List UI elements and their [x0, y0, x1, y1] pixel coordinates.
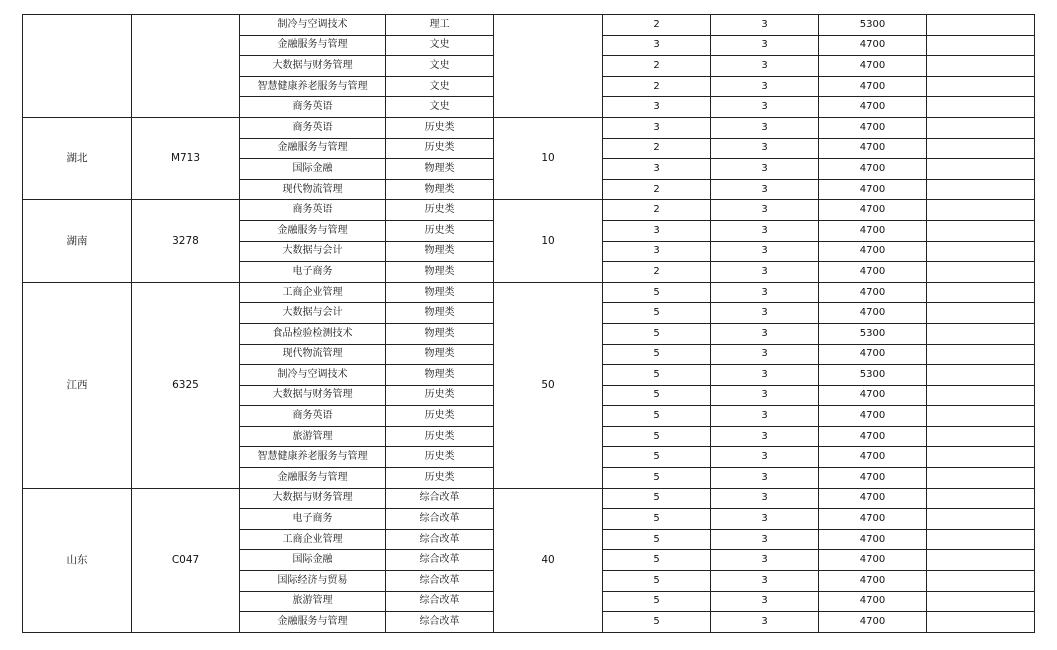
major-cell: 旅游管理 [240, 591, 386, 612]
tuition-cell: 4700 [819, 117, 927, 138]
category-cell: 历史类 [386, 117, 494, 138]
study-years-cell: 3 [711, 344, 819, 365]
study-years-cell: 3 [711, 262, 819, 283]
plan-count-cell: 2 [603, 138, 711, 159]
note-cell [927, 117, 1035, 138]
major-cell: 智慧健康养老服务与管理 [240, 76, 386, 97]
code-cell: M713 [132, 117, 240, 199]
quota-cell: 40 [494, 488, 603, 632]
tuition-cell: 4700 [819, 76, 927, 97]
tuition-cell: 4700 [819, 159, 927, 180]
category-cell: 综合改革 [386, 591, 494, 612]
plan-count-cell: 3 [603, 241, 711, 262]
major-cell: 大数据与财务管理 [240, 385, 386, 406]
major-cell: 大数据与会计 [240, 303, 386, 324]
note-cell [927, 220, 1035, 241]
major-cell: 商务英语 [240, 406, 386, 427]
plan-count-cell: 5 [603, 550, 711, 571]
study-years-cell: 3 [711, 406, 819, 427]
plan-count-cell: 5 [603, 447, 711, 468]
note-cell [927, 76, 1035, 97]
plan-count-cell: 2 [603, 262, 711, 283]
major-cell: 商务英语 [240, 117, 386, 138]
note-cell [927, 323, 1035, 344]
note-cell [927, 509, 1035, 530]
note-cell [927, 488, 1035, 509]
tuition-cell: 4700 [819, 406, 927, 427]
category-cell: 物理类 [386, 344, 494, 365]
tuition-cell: 4700 [819, 200, 927, 221]
tuition-cell: 4700 [819, 571, 927, 592]
category-cell: 综合改革 [386, 488, 494, 509]
major-cell: 现代物流管理 [240, 179, 386, 200]
province-cell: 江西 [23, 282, 132, 488]
quota-cell: 10 [494, 200, 603, 282]
study-years-cell: 3 [711, 56, 819, 77]
major-cell: 工商企业管理 [240, 529, 386, 550]
category-cell: 文史 [386, 35, 494, 56]
study-years-cell: 3 [711, 220, 819, 241]
plan-count-cell: 2 [603, 15, 711, 36]
category-cell: 综合改革 [386, 509, 494, 530]
quota-cell: 10 [494, 117, 603, 199]
category-cell: 历史类 [386, 220, 494, 241]
code-cell: C047 [132, 488, 240, 632]
category-cell: 物理类 [386, 365, 494, 386]
note-cell [927, 97, 1035, 118]
plan-count-cell: 5 [603, 468, 711, 489]
major-cell: 金融服务与管理 [240, 138, 386, 159]
plan-count-cell: 5 [603, 509, 711, 530]
major-cell: 国际经济与贸易 [240, 571, 386, 592]
study-years-cell: 3 [711, 97, 819, 118]
plan-count-cell: 5 [603, 612, 711, 633]
study-years-cell: 3 [711, 488, 819, 509]
study-years-cell: 3 [711, 385, 819, 406]
major-cell: 制冷与空调技术 [240, 365, 386, 386]
tuition-cell: 4700 [819, 550, 927, 571]
category-cell: 物理类 [386, 241, 494, 262]
category-cell: 物理类 [386, 303, 494, 324]
note-cell [927, 303, 1035, 324]
note-cell [927, 35, 1035, 56]
study-years-cell: 3 [711, 550, 819, 571]
major-cell: 商务英语 [240, 200, 386, 221]
major-cell: 大数据与会计 [240, 241, 386, 262]
category-cell: 物理类 [386, 179, 494, 200]
plan-count-cell: 5 [603, 426, 711, 447]
plan-count-cell: 5 [603, 571, 711, 592]
major-cell: 旅游管理 [240, 426, 386, 447]
tuition-cell: 4700 [819, 509, 927, 530]
study-years-cell: 3 [711, 241, 819, 262]
study-years-cell: 3 [711, 468, 819, 489]
quota-cell: 50 [494, 282, 603, 488]
province-cell: 湖北 [23, 117, 132, 199]
tuition-cell: 4700 [819, 612, 927, 633]
category-cell: 文史 [386, 97, 494, 118]
province-cell [23, 15, 132, 118]
major-cell: 智慧健康养老服务与管理 [240, 447, 386, 468]
plan-count-cell: 5 [603, 529, 711, 550]
major-cell: 国际金融 [240, 550, 386, 571]
tuition-cell: 4700 [819, 468, 927, 489]
plan-count-cell: 3 [603, 220, 711, 241]
note-cell [927, 447, 1035, 468]
category-cell: 历史类 [386, 138, 494, 159]
major-cell: 现代物流管理 [240, 344, 386, 365]
study-years-cell: 3 [711, 529, 819, 550]
major-cell: 金融服务与管理 [240, 220, 386, 241]
tuition-cell: 5300 [819, 15, 927, 36]
enrollment-plan-table [22, 14, 1035, 633]
plan-count-cell: 5 [603, 488, 711, 509]
category-cell: 历史类 [386, 200, 494, 221]
province-cell: 湖南 [23, 200, 132, 282]
category-cell: 历史类 [386, 385, 494, 406]
tuition-cell: 4700 [819, 303, 927, 324]
note-cell [927, 262, 1035, 283]
category-cell: 文史 [386, 56, 494, 77]
category-cell: 历史类 [386, 468, 494, 489]
study-years-cell: 3 [711, 200, 819, 221]
major-cell: 大数据与财务管理 [240, 488, 386, 509]
study-years-cell: 3 [711, 426, 819, 447]
note-cell [927, 200, 1035, 221]
category-cell: 物理类 [386, 282, 494, 303]
note-cell [927, 571, 1035, 592]
major-cell: 工商企业管理 [240, 282, 386, 303]
tuition-cell: 4700 [819, 447, 927, 468]
note-cell [927, 591, 1035, 612]
study-years-cell: 3 [711, 509, 819, 530]
study-years-cell: 3 [711, 303, 819, 324]
study-years-cell: 3 [711, 15, 819, 36]
table-body [23, 15, 1035, 633]
study-years-cell: 3 [711, 365, 819, 386]
note-cell [927, 344, 1035, 365]
table-row [23, 488, 1035, 509]
code-cell: 3278 [132, 200, 240, 282]
note-cell [927, 550, 1035, 571]
tuition-cell: 4700 [819, 426, 927, 447]
note-cell [927, 385, 1035, 406]
major-cell: 制冷与空调技术 [240, 15, 386, 36]
plan-count-cell: 5 [603, 385, 711, 406]
tuition-cell: 4700 [819, 488, 927, 509]
plan-count-cell: 5 [603, 591, 711, 612]
plan-count-cell: 5 [603, 282, 711, 303]
study-years-cell: 3 [711, 159, 819, 180]
category-cell: 综合改革 [386, 612, 494, 633]
major-cell: 商务英语 [240, 97, 386, 118]
table-row [23, 282, 1035, 303]
category-cell: 综合改革 [386, 571, 494, 592]
note-cell [927, 179, 1035, 200]
note-cell [927, 159, 1035, 180]
tuition-cell: 5300 [819, 365, 927, 386]
category-cell: 物理类 [386, 159, 494, 180]
province-cell: 山东 [23, 488, 132, 632]
table-row [23, 200, 1035, 221]
study-years-cell: 3 [711, 179, 819, 200]
tuition-cell: 4700 [819, 220, 927, 241]
plan-count-cell: 2 [603, 56, 711, 77]
tuition-cell: 4700 [819, 56, 927, 77]
note-cell [927, 138, 1035, 159]
major-cell: 国际金融 [240, 159, 386, 180]
study-years-cell: 3 [711, 591, 819, 612]
note-cell [927, 241, 1035, 262]
study-years-cell: 3 [711, 612, 819, 633]
category-cell: 物理类 [386, 262, 494, 283]
plan-count-cell: 2 [603, 179, 711, 200]
tuition-cell: 4700 [819, 35, 927, 56]
study-years-cell: 3 [711, 76, 819, 97]
note-cell [927, 365, 1035, 386]
major-cell: 食品检验检测技术 [240, 323, 386, 344]
study-years-cell: 3 [711, 571, 819, 592]
tuition-cell: 5300 [819, 323, 927, 344]
tuition-cell: 4700 [819, 97, 927, 118]
tuition-cell: 4700 [819, 138, 927, 159]
study-years-cell: 3 [711, 282, 819, 303]
plan-count-cell: 5 [603, 303, 711, 324]
category-cell: 历史类 [386, 426, 494, 447]
major-cell: 金融服务与管理 [240, 468, 386, 489]
note-cell [927, 406, 1035, 427]
plan-count-cell: 2 [603, 200, 711, 221]
code-cell [132, 15, 240, 118]
plan-count-cell: 2 [603, 76, 711, 97]
category-cell: 文史 [386, 76, 494, 97]
plan-count-cell: 5 [603, 344, 711, 365]
study-years-cell: 3 [711, 117, 819, 138]
major-cell: 金融服务与管理 [240, 612, 386, 633]
table-row [23, 15, 1035, 36]
category-cell: 物理类 [386, 323, 494, 344]
plan-count-cell: 5 [603, 406, 711, 427]
quota-cell [494, 15, 603, 118]
tuition-cell: 4700 [819, 179, 927, 200]
category-cell: 理工 [386, 15, 494, 36]
note-cell [927, 529, 1035, 550]
plan-count-cell: 5 [603, 365, 711, 386]
category-cell: 历史类 [386, 406, 494, 427]
tuition-cell: 4700 [819, 344, 927, 365]
major-cell: 金融服务与管理 [240, 35, 386, 56]
tuition-cell: 4700 [819, 529, 927, 550]
major-cell: 电子商务 [240, 262, 386, 283]
major-cell: 电子商务 [240, 509, 386, 530]
study-years-cell: 3 [711, 447, 819, 468]
tuition-cell: 4700 [819, 385, 927, 406]
note-cell [927, 15, 1035, 36]
category-cell: 历史类 [386, 447, 494, 468]
category-cell: 综合改革 [386, 529, 494, 550]
note-cell [927, 612, 1035, 633]
major-cell: 大数据与财务管理 [240, 56, 386, 77]
tuition-cell: 4700 [819, 262, 927, 283]
study-years-cell: 3 [711, 35, 819, 56]
plan-count-cell: 3 [603, 97, 711, 118]
study-years-cell: 3 [711, 138, 819, 159]
tuition-cell: 4700 [819, 241, 927, 262]
category-cell: 综合改革 [386, 550, 494, 571]
study-years-cell: 3 [711, 323, 819, 344]
plan-count-cell: 3 [603, 117, 711, 138]
tuition-cell: 4700 [819, 282, 927, 303]
note-cell [927, 282, 1035, 303]
plan-count-cell: 3 [603, 35, 711, 56]
plan-count-cell: 3 [603, 159, 711, 180]
table-row [23, 117, 1035, 138]
note-cell [927, 56, 1035, 77]
code-cell: 6325 [132, 282, 240, 488]
note-cell [927, 426, 1035, 447]
tuition-cell: 4700 [819, 591, 927, 612]
plan-count-cell: 5 [603, 323, 711, 344]
note-cell [927, 468, 1035, 489]
